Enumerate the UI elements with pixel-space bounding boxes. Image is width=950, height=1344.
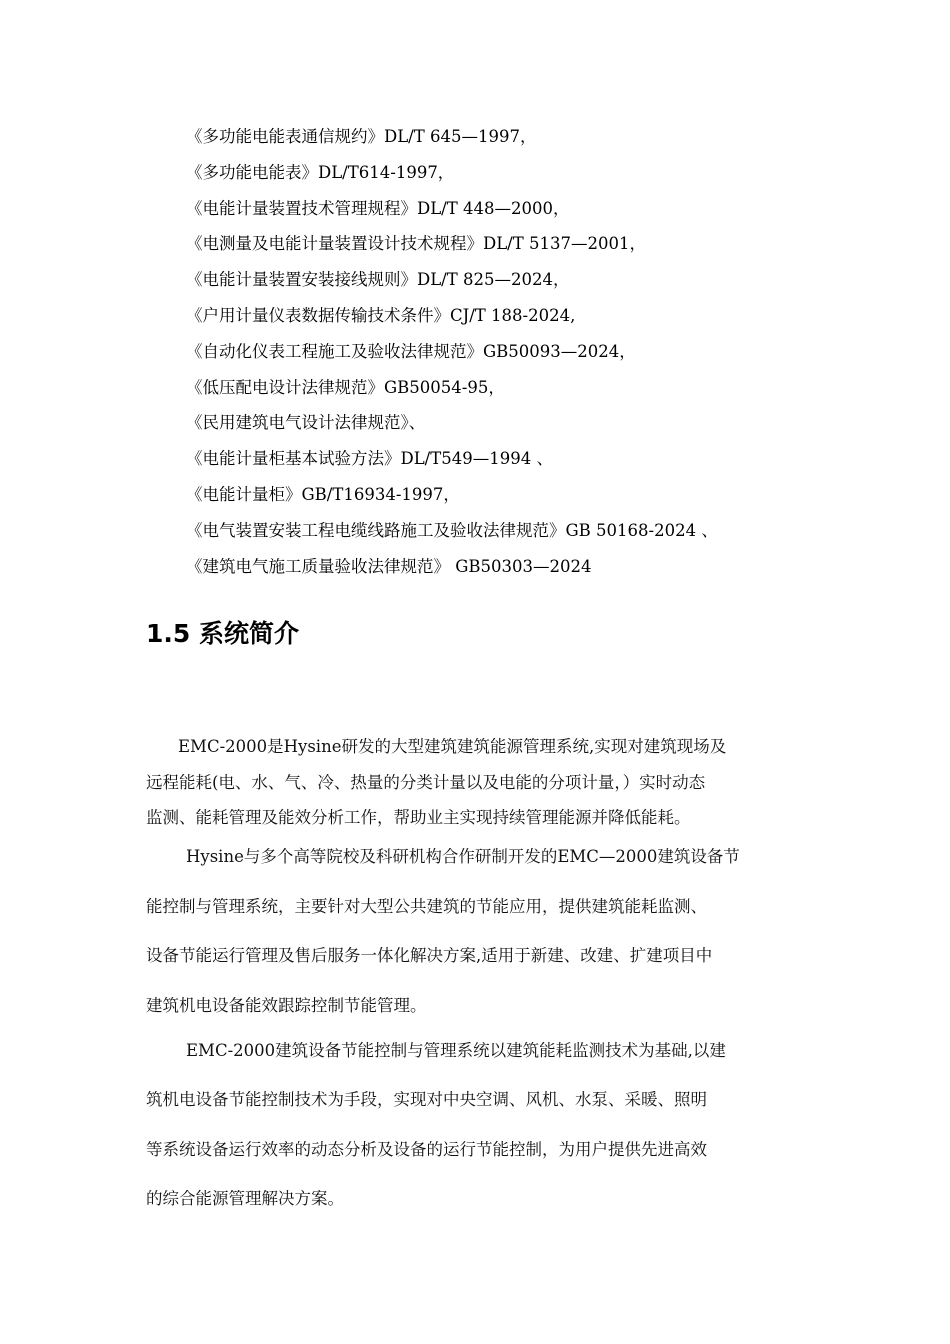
reference-item: 《户用计量仪表数据传输技术条件》CJ/T 188-2024, <box>186 305 576 325</box>
paragraph-line: 远程能耗(电、水、气、冷、热量的分类计量以及电能的分项计量，）实时动态 <box>146 772 706 792</box>
reference-item: 《低压配电设计法律规范》GB50054-95， <box>186 377 505 397</box>
paragraph-line: EMC-2000建筑设备节能控制与管理系统以建筑能耗监测技术为基础,以建 <box>186 1041 726 1060</box>
paragraph-line: 等系统设备运行效率的动态分析及设备的运行节能控制，为用户提供先进高效 <box>146 1139 707 1159</box>
reference-item: 《电能计量柜》GB/T16934-1997， <box>186 484 460 504</box>
paragraph-line: 监测、能耗管理及能效分析工作，帮助业主实现持续管理能源并降低能耗。 <box>146 808 691 827</box>
paragraph-line: 筑机电设备节能控制技术为手段，实现对中央空调、风机、水泵、采暖、照明 <box>146 1090 707 1110</box>
reference-item: 《民用建筑电气设计法律规范》、 <box>186 413 426 433</box>
paragraph-line: 能控制与管理系统，主要针对大型公共建筑的节能应用，提供建筑能耗监测、 <box>146 896 707 916</box>
paragraph-line: Hysine与多个高等院校及科研机构合作研制开发的EMC—2000建筑设备节 <box>186 847 740 866</box>
reference-item: 《电能计量柜基本试验方法》DL/T549—1994 、 <box>186 449 553 469</box>
reference-item: 《电气装置安装工程电缆线路施工及验收法律规范》GB 50168-2024 、 <box>186 520 718 540</box>
reference-item: 《电测量及电能计量装置设计技术规程》DL/T 5137—2001， <box>186 234 646 254</box>
reference-item: 《多功能电能表通信规约》DL/T 645—1997， <box>186 127 537 146</box>
reference-item: 《电能计量装置安装接线规则》DL/T 825—2024， <box>186 270 570 290</box>
reference-item: 《电能计量装置技术管理规程》DL/T 448—2000， <box>186 198 570 218</box>
reference-standards-list <box>186 124 718 589</box>
technology-paragraph <box>146 1036 811 1233</box>
paragraph-line: 设备节能运行管理及售后服务一体化解决方案,适用于新建、改建、扩建项目中 <box>146 946 713 966</box>
background-paragraph <box>146 842 811 1041</box>
reference-item: 《多功能电能表》DL/T614-1997， <box>186 162 455 182</box>
paragraph-line: 建筑机电设备能效跟踪控制节能管理。 <box>146 996 427 1016</box>
section-heading: 1.5 系统简介 <box>146 619 299 648</box>
paragraph-line: 的综合能源管理解决方案。 <box>146 1188 344 1208</box>
reference-item: 《自动化仪表工程施工及验收法律规范》GB50093—2024， <box>186 341 636 361</box>
intro-paragraph <box>146 732 811 839</box>
reference-item: 《建筑电气施工质量验收法律规范》 GB50303—2024 <box>186 556 592 576</box>
paragraph-line: EMC-2000是Hysine研发的大型建筑建筑能源管理系统,实现对建筑现场及 <box>178 737 727 756</box>
